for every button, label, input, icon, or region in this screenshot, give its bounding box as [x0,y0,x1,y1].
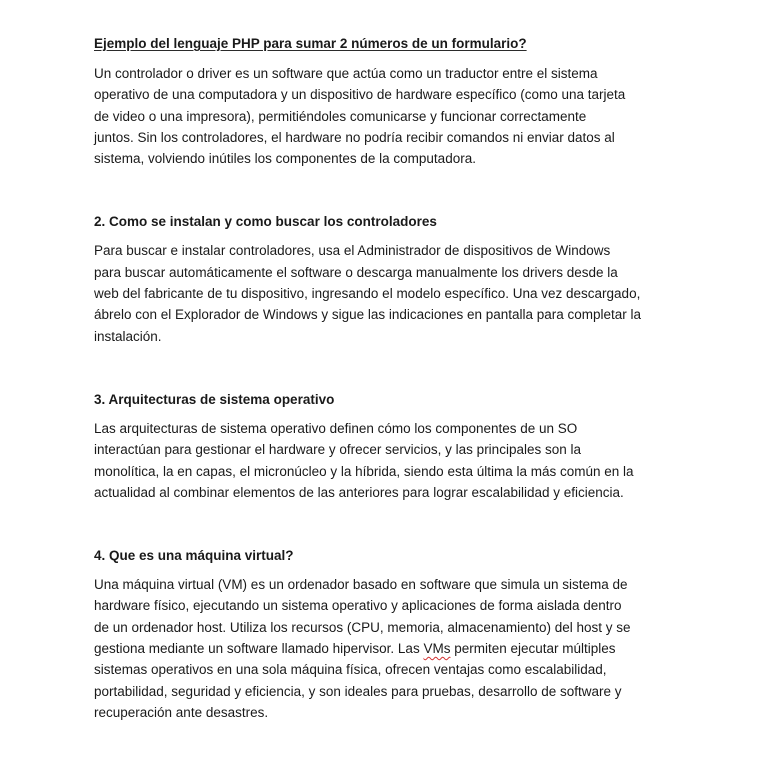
section-4-paragraph [94,574,694,723]
paragraph-line: juntos. Sin los controladores, el hardware no podría recibir comandos ni enviar datos al [94,129,615,145]
section-1-heading: Ejemplo del lenguaje PHP para sumar 2 números de un formulario? [94,36,527,51]
paragraph-line: Una máquina virtual (VM) es un ordenador basado en software que simula un sistema de [94,577,628,593]
paragraph-line: de un ordenador host. Utiliza los recursos (CPU, memoria, almacenamiento) del host y se [94,619,631,635]
paragraph-line: sistema, volviendo inútiles los componentes de la computadora. [94,151,476,167]
section-2-paragraph [94,240,694,346]
paragraph-line: Para buscar e instalar controladores, usa el Administrador de dispositivos de Windows [94,243,611,259]
section-4-heading: 4. Que es una máquina virtual? [94,548,294,564]
paragraph-line: recuperación ante desastres. [94,704,269,720]
section-3-paragraph [94,418,694,503]
paragraph-line [94,638,694,659]
spellcheck-flagged-word[interactable]: VMs [423,641,451,657]
line-tail: permiten ejecutar múltiples [450,641,616,657]
paragraph-line: web del fabricante de tu dispositivo, ingresando el modelo específico. Una vez descargado, [94,286,641,302]
paragraph-line: para buscar automáticamente el software o descarga manualmente los drivers desde la [94,264,618,280]
paragraph-line: hardware físico, ejecutando un sistema operativo y aplicaciones de forma aislada dentro [94,598,622,614]
section-3-heading: 3. Arquitecturas de sistema operativo [94,391,335,407]
section-1-paragraph [94,63,694,169]
paragraph-line: Las arquitecturas de sistema operativo definen cómo los componentes de un SO [94,420,578,436]
paragraph-line: Un controlador o driver es un software que actúa como un traductor entre el sistema [94,66,598,81]
document-page [94,35,694,723]
paragraph-line: actualidad al combinar elementos de las anteriores para lograr escalabilidad y eficiencia. [94,484,624,500]
section-2-heading: 2. Como se instalan y como buscar los controladores [94,214,437,230]
paragraph-line: portabilidad, seguridad y eficiencia, y son ideales para pruebas, desarrollo de software y [94,683,622,699]
paragraph-line: sistemas operativos en una sola máquina física, ofrecen ventajas como escalabilidad, [94,662,607,678]
paragraph-line: instalación. [94,328,162,344]
paragraph-line: interactúan para gestionar el hardware y ofrecer servicios, y las principales son la [94,442,581,458]
paragraph-line: ábrelo con el Explorador de Windows y sigue las indicaciones en pantalla para completar la [94,307,642,323]
paragraph-line: operativo de una computadora y un dispositivo de hardware específico (como una tarjeta [94,87,626,103]
paragraph-line: de video o una impresora), permitiéndoles comunicarse y funcionar correctamente [94,108,587,124]
line-head: gestiona mediante un software llamado hipervisor. Las [94,641,424,657]
paragraph-line: monolítica, la en capas, el micronúcleo y la híbrida, siendo esta última la más común en la [94,463,634,479]
